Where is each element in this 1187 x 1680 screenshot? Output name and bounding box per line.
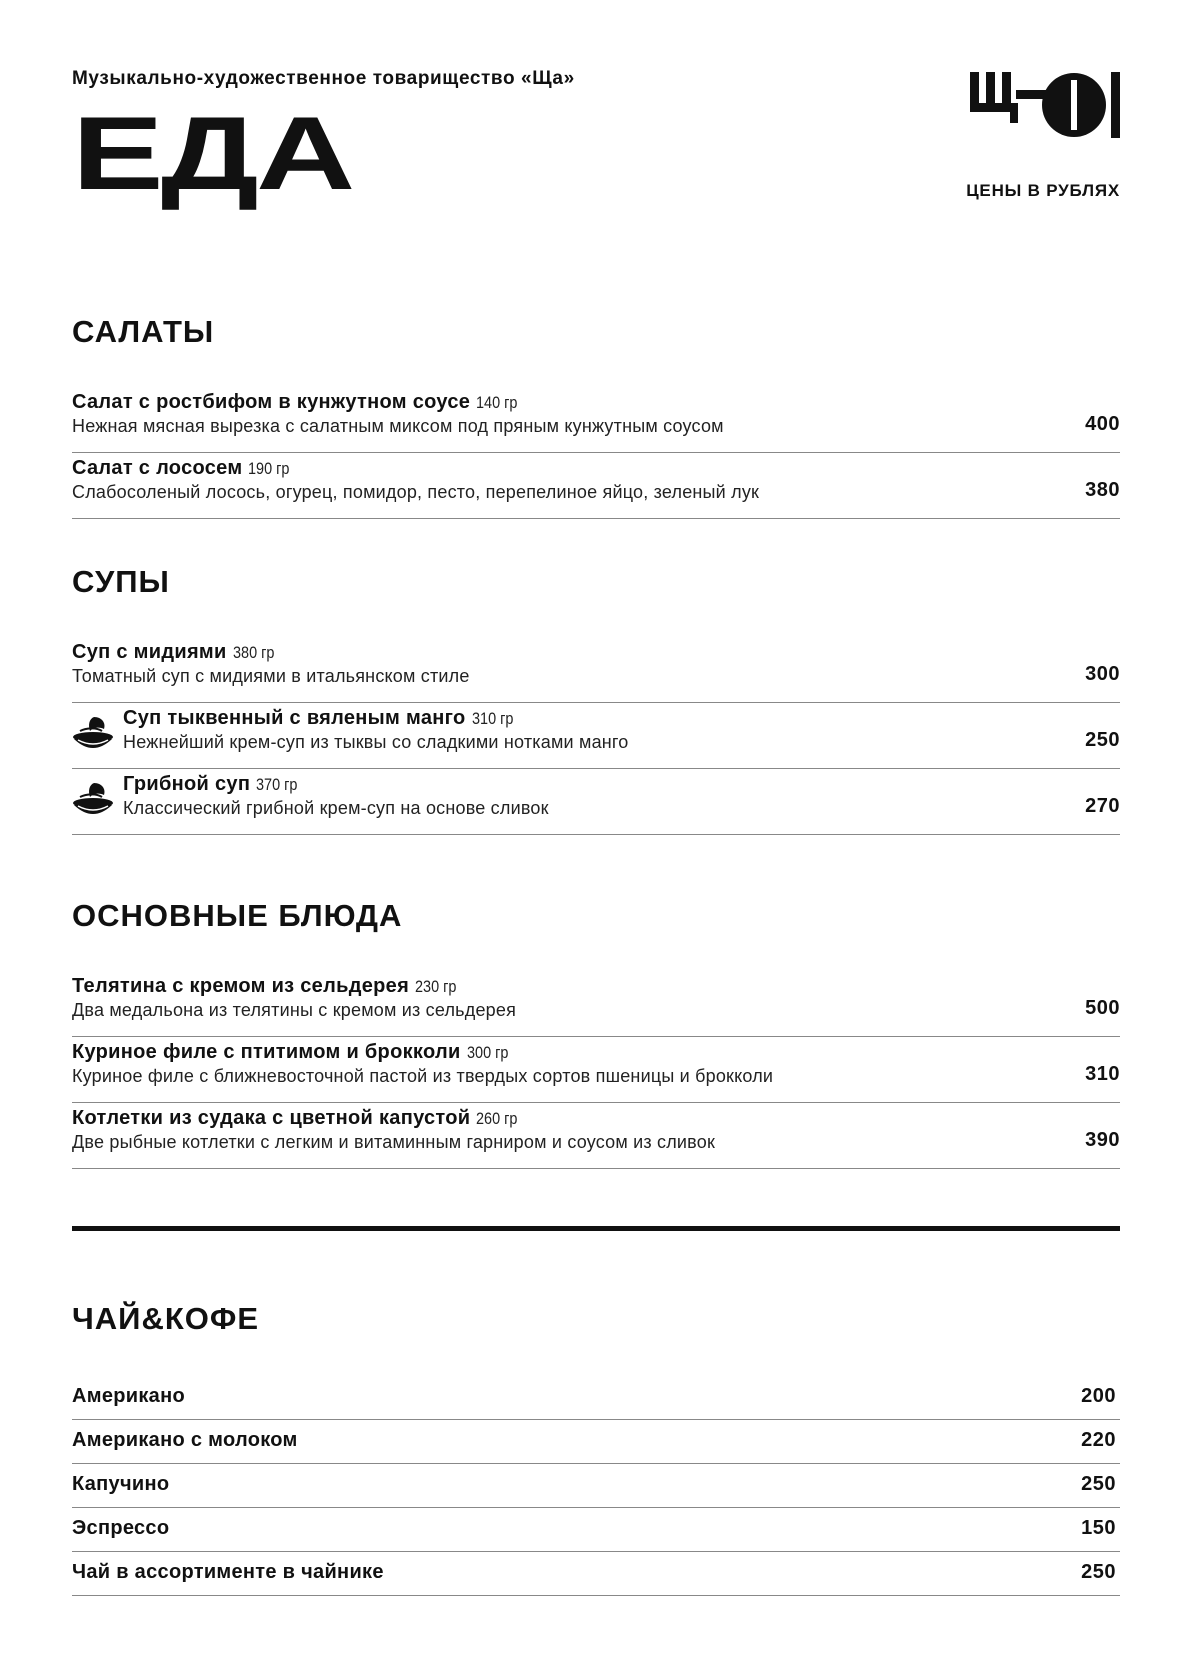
item-weight: 230 гр	[415, 977, 457, 996]
menu-item	[72, 769, 1120, 835]
item-name: Котлетки из судака с цветной капустой	[72, 1107, 471, 1129]
menu-item	[72, 971, 1120, 1037]
item-description: Нежнейший крем-суп из тыквы со сладкими нотками манго	[123, 732, 629, 752]
item-price: 400	[1085, 413, 1120, 435]
item-description: Два медальона из телятины с кремом из сельдерея	[72, 1000, 517, 1020]
shcha-logo-icon	[970, 72, 1120, 138]
item-weight: 370 гр	[256, 775, 298, 794]
item-name: Грибной суп	[123, 773, 251, 795]
menu-page	[72, 0, 1120, 1680]
item-description: Слабосоленый лосось, огурец, помидор, песто, перепелиное яйцо, зеленый лук	[72, 482, 760, 502]
item-weight: 380 гр	[232, 643, 275, 662]
item-weight: 140 гр	[476, 393, 518, 412]
menu-item	[72, 1103, 1120, 1169]
item-weight: 300 гр	[466, 1043, 508, 1062]
drink-item	[72, 1376, 1120, 1420]
organization-name: Музыкально-художественное товарищество «Ща»	[72, 68, 575, 89]
item-name: Телятина с кремом из сельдерея	[72, 975, 410, 997]
drink-price: 200	[1081, 1385, 1116, 1407]
drink-name: Американо с молоком	[72, 1429, 298, 1451]
drink-price: 150	[1081, 1517, 1116, 1539]
menu-item	[72, 1037, 1120, 1103]
section-title: ЧАЙ&КОФЕ	[72, 1301, 260, 1336]
drink-price: 250	[1081, 1473, 1116, 1495]
item-price: 250	[1085, 729, 1120, 751]
soups-section	[72, 566, 1120, 835]
mains-section	[72, 900, 1120, 1169]
page-title: ЕДА	[72, 96, 353, 212]
item-weight: 260 гр	[476, 1109, 518, 1128]
drink-name: Эспрессо	[72, 1517, 170, 1539]
menu-item	[72, 637, 1120, 703]
item-description: Классический грибной крем-суп на основе сливок	[123, 798, 549, 818]
drink-item	[72, 1552, 1120, 1596]
section-title: ОСНОВНЫЕ БЛЮДА	[72, 898, 403, 933]
drink-item	[72, 1420, 1120, 1464]
item-price: 310	[1085, 1063, 1120, 1085]
section-title: САЛАТЫ	[72, 314, 215, 349]
menu-item	[72, 453, 1120, 519]
drinks-section	[72, 1303, 1120, 1596]
vegetarian-bowl-icon	[72, 715, 114, 755]
item-name: Салат с ростбифом в кунжутном соусе	[72, 391, 471, 413]
item-name: Куриное филе с птитимом и брокколи	[72, 1041, 461, 1063]
item-description: Томатный суп с мидиями в итальянском стиле	[72, 666, 470, 686]
section-divider	[72, 1226, 1120, 1231]
drink-name: Чай в ассортименте в чайнике	[72, 1561, 384, 1583]
section-title: СУПЫ	[72, 564, 170, 599]
item-weight: 310 гр	[471, 709, 513, 728]
salads-section	[72, 316, 1120, 519]
drink-price: 250	[1081, 1561, 1116, 1583]
item-name: Суп тыквенный с вяленым манго	[123, 707, 466, 729]
item-price: 300	[1085, 663, 1120, 685]
item-price: 270	[1085, 795, 1120, 817]
drink-price: 220	[1081, 1429, 1116, 1451]
menu-item	[72, 703, 1120, 769]
item-price: 380	[1085, 479, 1120, 501]
item-description: Две рыбные котлетки с легким и витаминным гарниром и соусом из сливок	[72, 1132, 716, 1152]
item-weight: 190 гр	[248, 459, 290, 478]
item-price: 500	[1085, 997, 1120, 1019]
item-name: Суп с мидиями	[72, 641, 227, 663]
drink-name: Американо	[72, 1385, 186, 1407]
item-price: 390	[1085, 1129, 1120, 1151]
drink-name: Капучино	[72, 1473, 170, 1495]
drink-item	[72, 1464, 1120, 1508]
prices-currency-note: ЦЕНЫ В РУБЛЯХ	[966, 181, 1120, 200]
item-description: Куриное филе с ближневосточной пастой из твердых сортов пшеницы и брокколи	[72, 1066, 774, 1086]
menu-item	[72, 387, 1120, 453]
vegetarian-bowl-icon	[72, 781, 114, 821]
item-name: Салат с лососем	[72, 457, 243, 479]
drink-item	[72, 1508, 1120, 1552]
item-description: Нежная мясная вырезка с салатным миксом под пряным кунжутным соусом	[72, 416, 724, 436]
